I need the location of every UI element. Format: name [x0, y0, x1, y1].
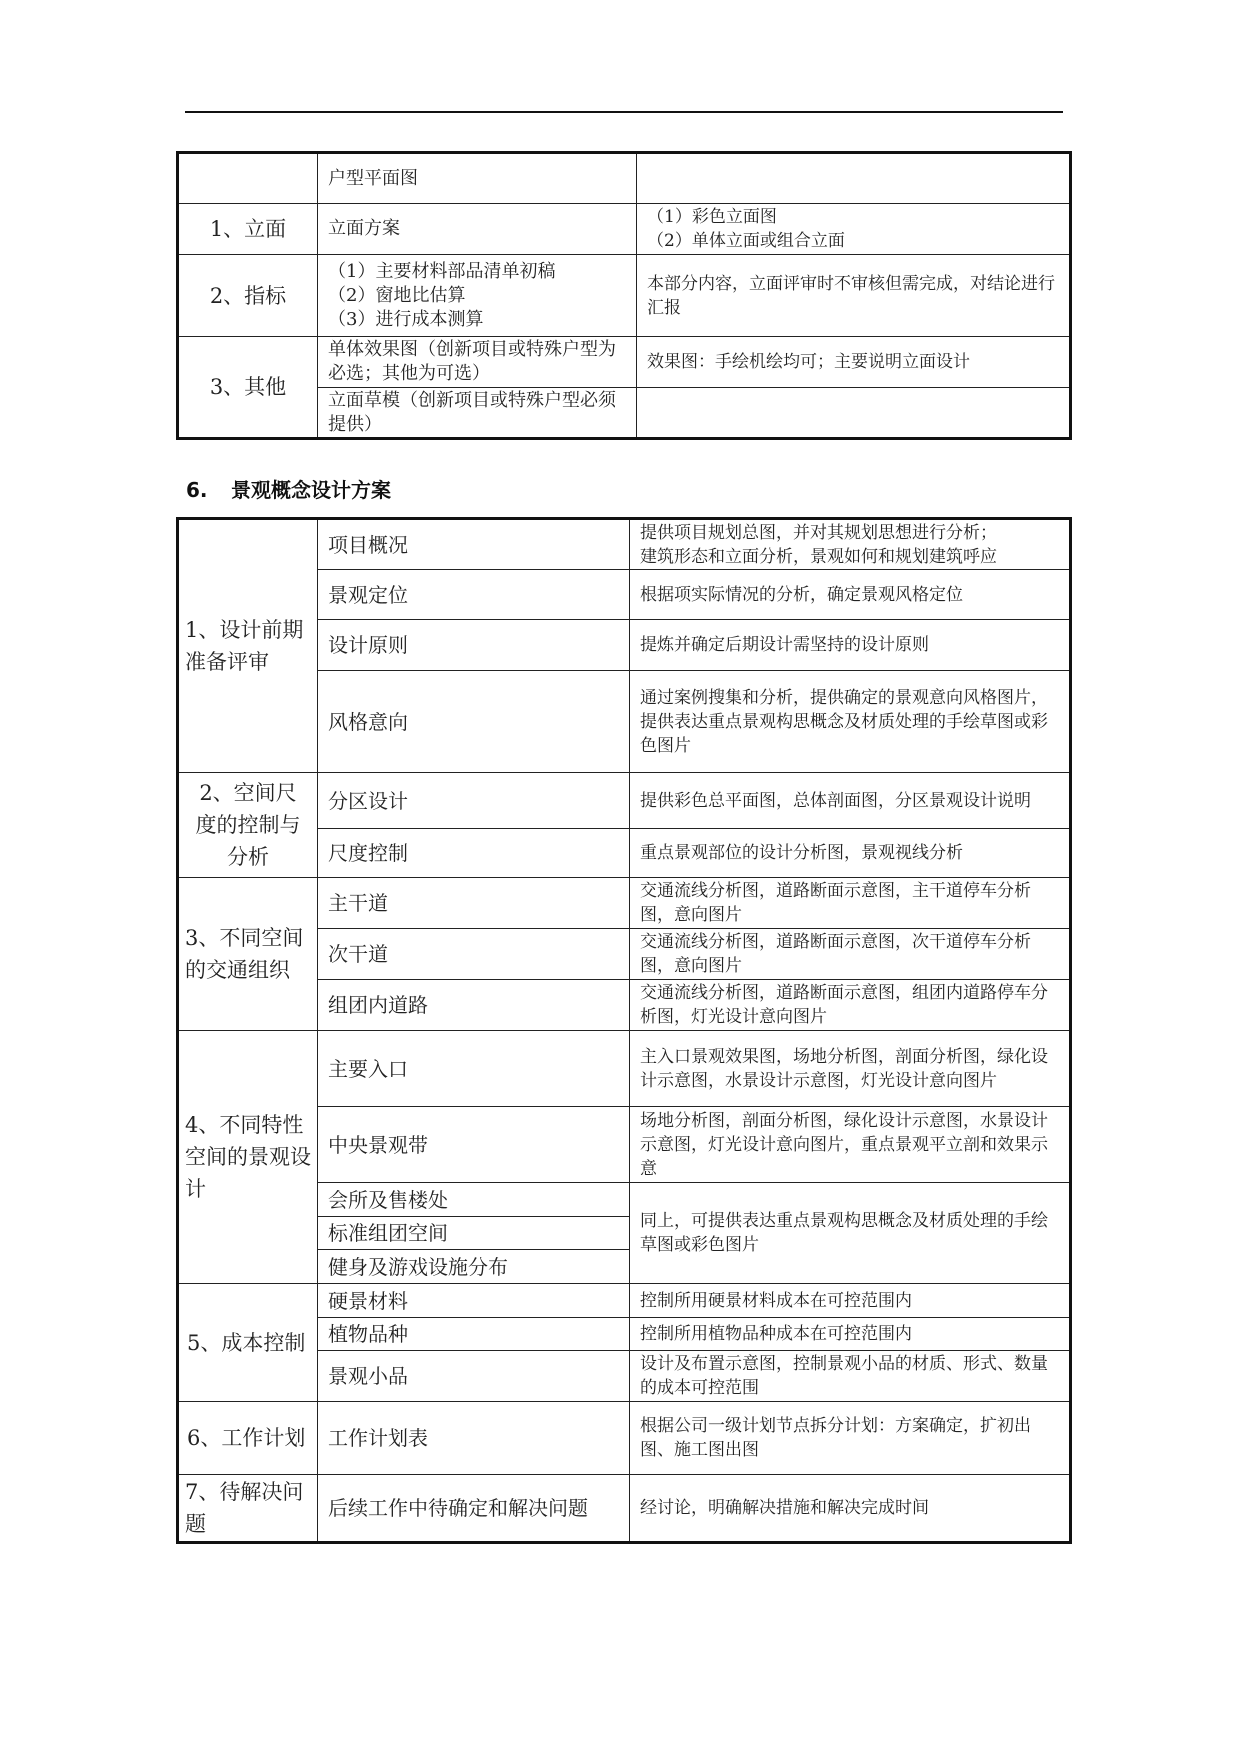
category-cell: 5、成本控制 [178, 1284, 318, 1402]
desc-cell [637, 388, 1071, 439]
item-cell: 工作计划表 [318, 1402, 630, 1475]
desc-cell: 本部分内容，立面评审时不审核但需完成，对结论进行汇报 [637, 255, 1071, 337]
item-cell: 景观定位 [318, 570, 630, 620]
table-row [178, 1284, 1071, 1318]
desc-line: 提供项目规划总图，并对其规划思想进行分析； [640, 522, 997, 543]
desc-cell: 根据公司一级计划节点拆分计划：方案确定，扩初出图、施工图出图 [630, 1402, 1071, 1475]
desc-cell: 提供彩色总平面图，总体剖面图，分区景观设计说明 [630, 773, 1071, 829]
table-row [178, 255, 1071, 337]
table-row [178, 878, 1071, 929]
item-cell [318, 255, 637, 337]
section-heading [186, 474, 391, 503]
item-cell: 风格意向 [318, 671, 630, 773]
item-cell: 会所及售楼处 [318, 1183, 630, 1217]
table-row [178, 519, 1071, 570]
category-cell: 1、设计前期准备评审 [178, 519, 318, 773]
desc-line: 通过案例搜集和分析，提供确定的景观意向风格图片， [640, 687, 1048, 708]
desc-line: 建筑形态和立面分析，景观如何和规划建筑呼应 [640, 546, 997, 567]
desc-cell: 交通流线分析图，道路断面示意图，主干道停车分析图，意向图片 [630, 878, 1071, 929]
item-line: （1）主要材料部品清单初稿 [328, 260, 556, 282]
category-cell: 6、工作计划 [178, 1402, 318, 1475]
item-cell: 硬景材料 [318, 1284, 630, 1318]
elevation-table [176, 151, 1072, 440]
desc-cell [637, 204, 1071, 255]
desc-cell: 控制所用植物品种成本在可控范围内 [630, 1318, 1071, 1351]
desc-line: （2）单体立面或组合立面 [647, 231, 845, 251]
item-cell: 景观小品 [318, 1351, 630, 1402]
desc-cell: 设计及布置示意图，控制景观小品的材质、形式、数量的成本可控范围 [630, 1351, 1071, 1402]
item-cell: 主干道 [318, 878, 630, 929]
item-line: （3）进行成本测算 [328, 308, 484, 330]
item-cell: 组团内道路 [318, 980, 630, 1031]
item-cell: 主要入口 [318, 1031, 630, 1107]
table-row [178, 773, 1071, 829]
desc-cell [630, 519, 1071, 570]
desc-cell: 交通流线分析图，道路断面示意图，组团内道路停车分析图，灯光设计意向图片 [630, 980, 1071, 1031]
header-rule [185, 111, 1063, 113]
item-cell: 尺度控制 [318, 829, 630, 878]
desc-line: （1）彩色立面图 [647, 207, 777, 227]
item-cell: 健身及游戏设施分布 [318, 1250, 630, 1284]
item-cell: 标准组团空间 [318, 1217, 630, 1250]
desc-cell: 经讨论，明确解决措施和解决完成时间 [630, 1475, 1071, 1543]
item-cell: 设计原则 [318, 620, 630, 671]
item-cell: 立面草模（创新项目或特殊户型必须提供） [318, 388, 637, 439]
desc-cell: 根据项实际情况的分析，确定景观风格定位 [630, 570, 1071, 620]
category-cell: 3、其他 [178, 337, 318, 439]
desc-cell: 提炼并确定后期设计需坚持的设计原则 [630, 620, 1071, 671]
category-cell: 2、指标 [178, 255, 318, 337]
section-number: 6. [186, 478, 208, 502]
desc-cell [630, 671, 1071, 773]
table-row [178, 1402, 1071, 1475]
table-row [178, 153, 1071, 204]
category-cell: 1、立面 [178, 204, 318, 255]
desc-cell: 控制所用硬景材料成本在可控范围内 [630, 1284, 1071, 1318]
desc-cell: 主入口景观效果图，场地分析图，剖面分析图，绿化设计示意图，水景设计示意图，灯光设计意向图片 [630, 1031, 1071, 1107]
table-row [178, 337, 1071, 388]
desc-cell: 同上，可提供表达重点景观构思概念及材质处理的手绘草图或彩色图片 [630, 1183, 1071, 1284]
item-cell: 单体效果图（创新项目或特殊户型为必选；其他为可选） [318, 337, 637, 388]
item-cell: 立面方案 [318, 204, 637, 255]
table-row [178, 204, 1071, 255]
category-cell: 4、不同特性空间的景观设计 [178, 1031, 318, 1284]
table-row [178, 1475, 1071, 1543]
section-title: 景观概念设计方案 [231, 478, 391, 502]
desc-cell: 效果图：手绘机绘均可；主要说明立面设计 [637, 337, 1071, 388]
category-cell: 2、空间尺度的控制与分析 [178, 773, 318, 878]
table-row [178, 1031, 1071, 1107]
item-cell: 次干道 [318, 929, 630, 980]
item-cell: 后续工作中待确定和解决问题 [318, 1475, 630, 1543]
desc-cell: 场地分析图，剖面分析图，绿化设计示意图，水景设计示意图，灯光设计意向图片，重点景观平立剖和效果示意 [630, 1107, 1071, 1183]
item-cell: 植物品种 [318, 1318, 630, 1351]
category-cell: 7、待解决问题 [178, 1475, 318, 1543]
desc-cell [637, 153, 1071, 204]
item-cell: 户型平面图 [318, 153, 637, 204]
item-cell: 分区设计 [318, 773, 630, 829]
landscape-table [176, 517, 1072, 1544]
desc-cell: 重点景观部位的设计分析图，景观视线分析 [630, 829, 1071, 878]
category-cell [178, 153, 318, 204]
item-cell: 项目概况 [318, 519, 630, 570]
desc-cell: 交通流线分析图，道路断面示意图，次干道停车分析图，意向图片 [630, 929, 1071, 980]
category-cell: 3、不同空间的交通组织 [178, 878, 318, 1031]
item-cell: 中央景观带 [318, 1107, 630, 1183]
item-line: （2）窗地比估算 [328, 284, 466, 306]
desc-line: 提供表达重点景观构思概念及材质处理的手绘草图或彩色图片 [640, 711, 1048, 756]
